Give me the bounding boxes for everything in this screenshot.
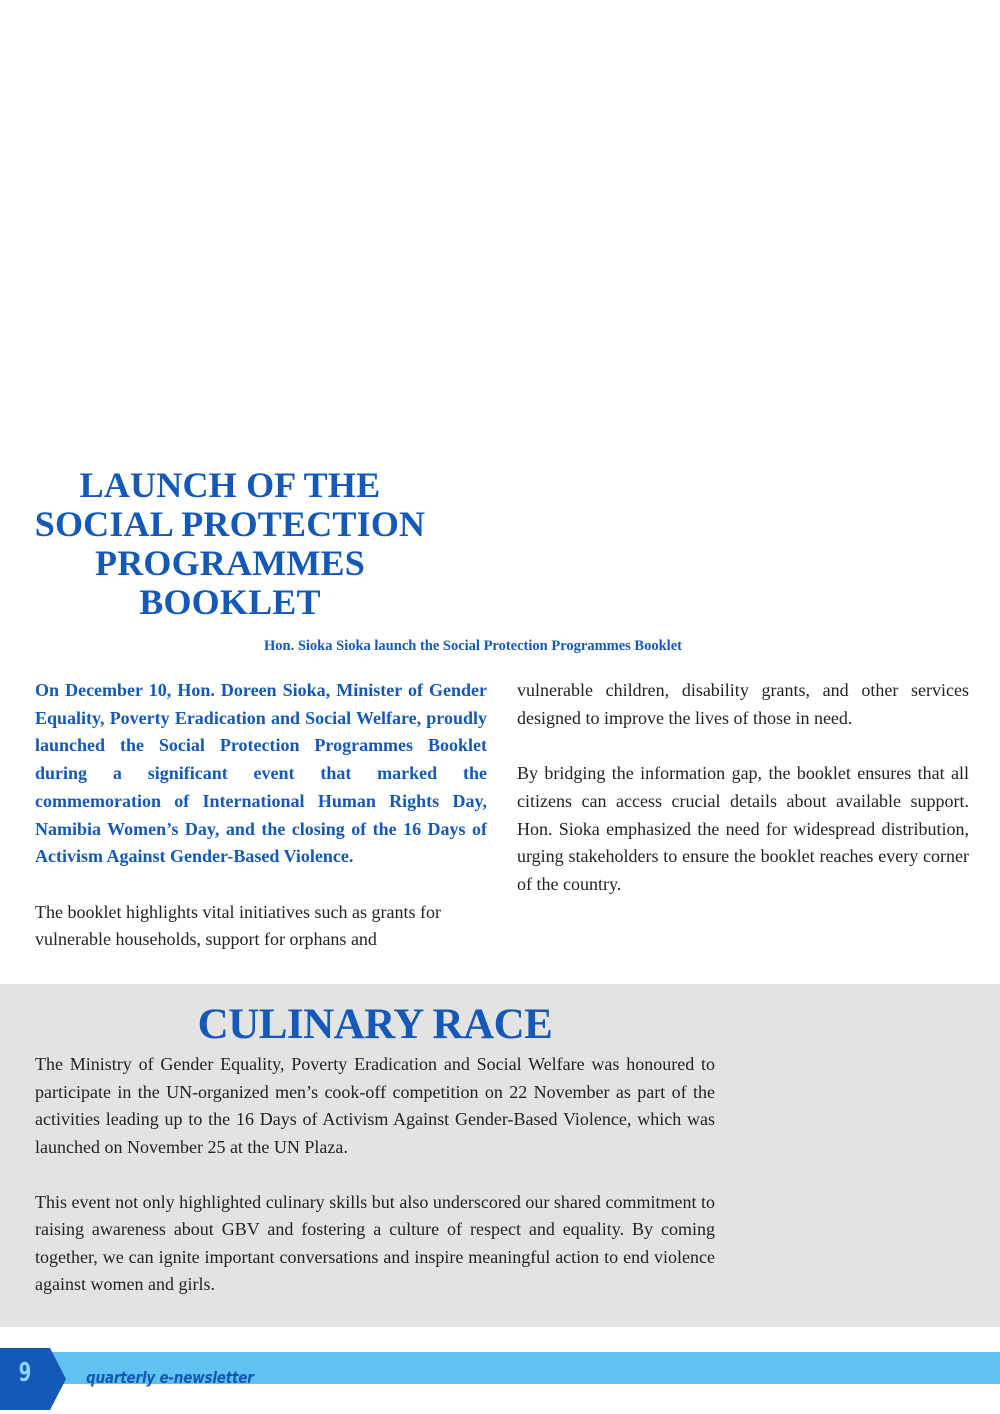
article-paragraph: The booklet highlights vital initiatives such as grants for vulnerable households, support for orphans and: [35, 901, 441, 950]
article-column-right: [517, 677, 969, 899]
article-column-left: [35, 677, 487, 954]
page-number: 9: [18, 1358, 32, 1388]
section-title: CULINARY RACE: [197, 1001, 553, 1048]
newsletter-label: quarterly e-newsletter: [86, 1368, 254, 1387]
article-paragraph: By bridging the information gap, the booklet ensures that all citizens can access crucial details about available support. Hon. Sioka emphasized the need for widespread distribution, urging stakeholders to ensure the booklet reaches every corner of the country.: [517, 763, 969, 894]
image-placeholder: [0, 0, 1000, 460]
article-title: LAUNCH OF THE SOCIAL PROTECTION PROGRAMMES BOOKLET: [34, 465, 426, 622]
section-paragraph: The Ministry of Gender Equality, Poverty Eradication and Social Welfare was honoured to participate in the UN-organized men’s cook-off competition on 22 November as part of the activities leading up to the 16 Days of Activism Against Gender-Based Violence, which was launched on November 25 at the UN Plaza.: [35, 1054, 715, 1157]
photo-caption: Hon. Sioka Sioka launch the Social Protection Programmes Booklet: [264, 638, 682, 654]
section-paragraph: This event not only highlighted culinary skills but also underscored our shared commitment to raising awareness about GBV and fostering a culture of respect and equality. By coming together, we can ignite important conversations and inspire meaningful action to end violence against women and girls.: [35, 1191, 715, 1294]
article-lead-paragraph: On December 10, Hon. Doreen Sioka, Minister of Gender Equality, Poverty Eradication and Social Welfare, proudly launched the Social Protection Programmes Booklet during a significant event that marked the commemoration of International Human Rights Day, Namibia Women’s Day, and the closing of the 16 Days of Activism Against Gender-Based Violence.: [35, 680, 487, 867]
culinary-race-body: [35, 1051, 715, 1299]
article-paragraph-continued: vulnerable children, disability grants, and other services designed to improve the lives of those in need.: [517, 680, 969, 728]
